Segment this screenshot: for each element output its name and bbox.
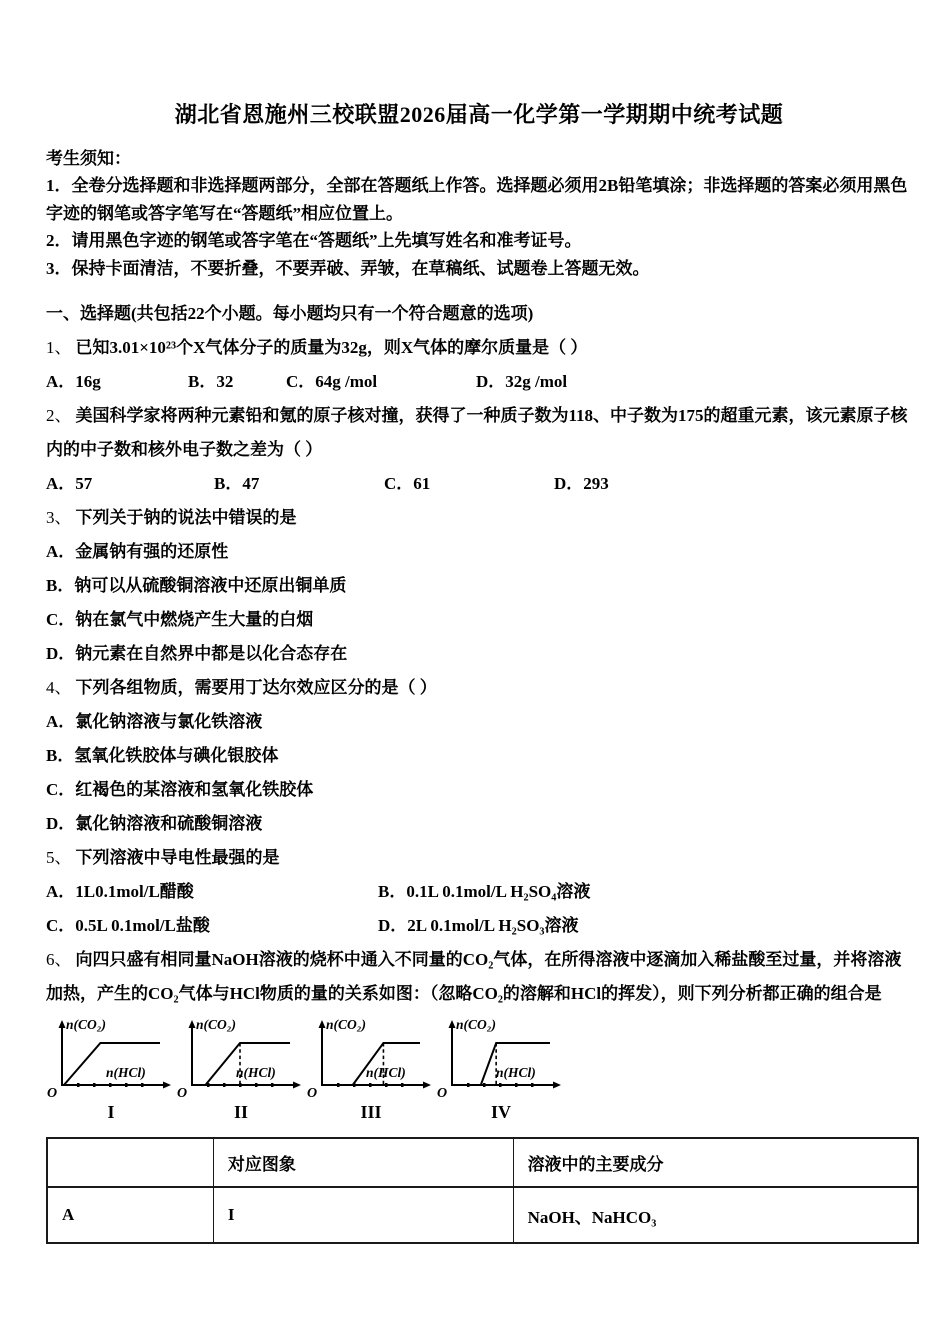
question-5-number: 5、 — [46, 848, 72, 868]
question-5-option-c: C．0.5L 0.1mol/L盐酸 — [46, 916, 210, 936]
question-1-option-a: A．16g — [46, 372, 101, 392]
question-2 — [46, 399, 912, 501]
page-title: 湖北省恩施州三校联盟2026届高一化学第一学期期中统考试题 — [174, 102, 784, 127]
svg-text:n(CO₂): n(CO₂) — [326, 1017, 366, 1033]
question-5-stem: 下列溶液中导电性最强的是 — [75, 848, 280, 868]
svg-text:n(CO₂): n(CO₂) — [196, 1017, 236, 1033]
graph-1-label: I — [107, 1102, 115, 1123]
question-2-number: 2、 — [46, 406, 72, 426]
graph-1-plot — [46, 1015, 176, 1101]
answer-table-cell-components: NaOH、NaHCO₃ — [513, 1187, 918, 1243]
svg-text:O: O — [437, 1086, 448, 1102]
question-3-option-b: B．钠可以从硫酸铜溶液中还原出铜单质 — [46, 576, 347, 596]
question-2-option-c: C．61 — [384, 474, 431, 494]
graph-1 — [46, 1015, 176, 1121]
answer-table-header-blank — [47, 1138, 213, 1187]
question-2-option-a: A．57 — [46, 474, 93, 494]
answer-table-header-components: 溶液中的主要成分 — [513, 1138, 918, 1187]
question-3-option-c: C．钠在氯气中燃烧产生大量的白烟 — [46, 610, 314, 630]
question-5 — [46, 841, 912, 943]
svg-text:O: O — [177, 1086, 188, 1102]
question-3-number: 3、 — [46, 508, 72, 528]
answer-table-row-a — [47, 1187, 918, 1243]
question-4-option-c: C．红褐色的某溶液和氢氧化铁胶体 — [46, 780, 314, 800]
question-2-stem: 美国科学家将两种元素铅和氪的原子核对撞，获得了一种质子数为118、中子数为175的超重元素，该元素原子核内的中子数和核外电子数之差为（ ） — [46, 406, 908, 460]
svg-text:O: O — [47, 1086, 58, 1102]
question-6-stem: 向四只盛有相同量NaOH溶液的烧杯中通入不同量的CO₂气体，在所得溶液中逐滴加入稀盐酸至过量，并将溶液加热，产生的CO₂气体与HCl物质的量的关系如图：（忽略CO₂的溶解和HCl的挥发），则下列分析都正确的组合是 — [46, 950, 902, 1004]
notice-item-1: 1．全卷分选择题和非选择题两部分，全部在答题纸上作答。选择题必须用2B铅笔填涂；非选择题的答案必须用黑色字迹的钢笔或答字笔写在“答题纸”相应位置上。 — [46, 176, 908, 223]
svg-text:n(HCl): n(HCl) — [496, 1065, 536, 1081]
question-3 — [46, 501, 912, 671]
graph-2-plot — [176, 1015, 306, 1101]
notice-section — [46, 145, 912, 283]
question-6 — [46, 943, 912, 1244]
co2-hcl-relation-figure — [46, 1015, 912, 1121]
question-4-option-a: A．氯化钠溶液与氯化铁溶液 — [46, 712, 263, 732]
graph-3 — [306, 1015, 436, 1121]
section-heading: 一、选择题(共包括22个小题。每小题均只有一个符合题意的选项) — [46, 304, 534, 324]
question-5-option-b: B．0.1L 0.1mol/L H₂SO₄溶液 — [378, 882, 591, 902]
question-4-stem: 下列各组物质，需要用丁达尔效应区分的是（ ） — [75, 678, 437, 698]
svg-text:n(CO₂): n(CO₂) — [456, 1017, 496, 1033]
question-1-option-d: D．32g /mol — [476, 372, 568, 392]
answer-table — [46, 1137, 919, 1244]
question-1-number: 1、 — [46, 338, 72, 358]
question-5-option-a: A．1L0.1mol/L醋酸 — [46, 882, 194, 902]
graph-4-label: IV — [490, 1102, 511, 1123]
question-4-number: 4、 — [46, 678, 72, 698]
svg-text:O: O — [307, 1086, 318, 1102]
svg-text:n(HCl): n(HCl) — [236, 1065, 276, 1081]
question-5-option-d: D．2L 0.1mol/L H₂SO₃溶液 — [378, 916, 579, 936]
question-1-stem: 已知3.01×10²³个X气体分子的质量为32g，则X气体的摩尔质量是（ ） — [75, 338, 588, 358]
question-1-option-b: B．32 — [188, 372, 234, 392]
graph-4 — [436, 1015, 566, 1121]
graph-3-plot — [306, 1015, 436, 1101]
graph-2 — [176, 1015, 306, 1121]
notice-item-3: 3．保持卡面清洁，不要折叠，不要弄破、弄皱，在草稿纸、试题卷上答题无效。 — [46, 258, 650, 278]
question-4 — [46, 671, 912, 841]
question-6-number: 6、 — [46, 950, 72, 970]
question-3-stem: 下列关于钠的说法中错误的是 — [75, 508, 297, 528]
answer-table-cell-graph: I — [213, 1187, 513, 1243]
graph-4-plot — [436, 1015, 566, 1101]
answer-table-cell-option: A — [47, 1187, 213, 1243]
question-4-option-b: B．氢氧化铁胶体与碘化银胶体 — [46, 746, 279, 766]
svg-text:n(CO₂): n(CO₂) — [66, 1017, 106, 1033]
notice-heading: 考生须知： — [46, 148, 131, 168]
answer-table-header-row — [47, 1138, 918, 1187]
question-3-option-d: D．钠元素在自然界中都是以化合态存在 — [46, 644, 348, 664]
question-3-option-a: A．金属钠有强的还原性 — [46, 542, 229, 562]
svg-text:n(HCl): n(HCl) — [366, 1065, 406, 1081]
graph-3-label: III — [360, 1102, 382, 1123]
svg-text:n(HCl): n(HCl) — [106, 1065, 146, 1081]
notice-item-2: 2．请用黑色字迹的钢笔或答字笔在“答题纸”上先填写姓名和准考证号。 — [46, 231, 582, 251]
question-1-option-c: C．64g /mol — [286, 372, 378, 392]
question-4-option-d: D．氯化钠溶液和硫酸铜溶液 — [46, 814, 263, 834]
question-2-option-d: D．293 — [554, 474, 609, 494]
question-1 — [46, 331, 912, 399]
answer-table-header-graph: 对应图象 — [213, 1138, 513, 1187]
question-2-option-b: B．47 — [214, 474, 260, 494]
graph-2-label: II — [233, 1102, 248, 1123]
